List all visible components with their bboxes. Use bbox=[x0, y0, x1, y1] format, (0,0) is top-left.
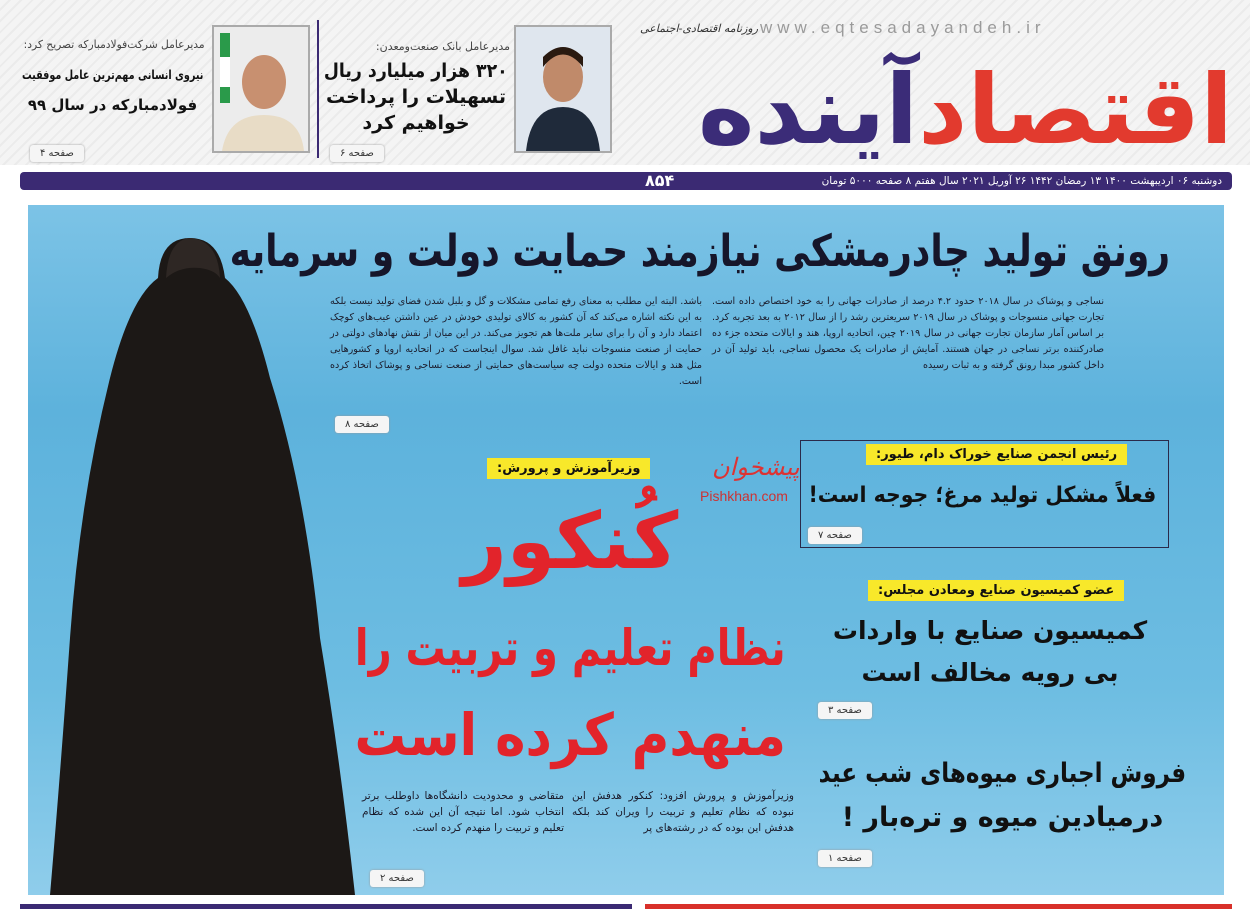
chador-woman-image bbox=[40, 238, 360, 895]
logo-part-1: اقتصاد bbox=[918, 54, 1233, 165]
teaser-1-headline[interactable] bbox=[322, 58, 510, 136]
konkur-page[interactable]: صفحه ۲ bbox=[370, 870, 424, 887]
story-2-page[interactable]: صفحه ۳ bbox=[818, 702, 872, 719]
konkur-headline[interactable] bbox=[350, 492, 790, 780]
lead-column-left: باشد. البته این مطلب به معنای رفع تمامی مشکلات و گل و بلبل شدن فضای تولید نیست بلکه به این نکته اشاره می‌کند که آن کشور به کالای تولیدی خودش در عین داشتن عیب‌های کوچک اعتماد دارد و آن را برای سایر ملت‌ها هم تجویز می‌کند. در این میان از نقش نهادهای دولتی در حمایت از صنعت منسوجات نباید غافل شد. سوال اینجاست که در اتحادیه اروپا و کشورهایی مثل هند و ایالات متحده دولت چه سیاست‌های حمایتی از صنعت نساجی و پوشاک اتخاذ کرده است. bbox=[330, 296, 702, 387]
watermark-fa: پیشخوان bbox=[712, 453, 800, 481]
line: فروش اجباری میوه‌های شب عید bbox=[818, 758, 1187, 789]
teaser-2-page[interactable]: صفحه ۴ bbox=[30, 145, 84, 162]
website-url[interactable]: www.eqtesadayandeh.ir bbox=[760, 18, 1046, 37]
divider bbox=[317, 20, 319, 158]
footer-rule bbox=[20, 904, 632, 909]
teaser-2-kicker: مدیرعامل شرکت‌فولادمبارکه تصریح کرد: bbox=[23, 38, 205, 51]
line: منهدم کرده است bbox=[354, 701, 786, 769]
konkur-column-right: وزیرآموزش و پرورش افزود: کنکور هدفش این نبوده که نظام تعلیم و تربیت را ویران کند بلکه هدفش این بوده که در رشته‌های پر bbox=[572, 790, 794, 834]
teaser-photo-steel-ceo bbox=[212, 25, 310, 153]
line: ۳۲۰ هزار میلیارد ریال bbox=[324, 60, 508, 82]
story-3-headline[interactable] bbox=[815, 752, 1190, 840]
line: خواهیم کرد bbox=[362, 112, 470, 134]
line: نیروی انسانی مهم‌ترین عامل موفقیت bbox=[21, 67, 204, 82]
lead-column-right: نساجی و پوشاک در سال ۲۰۱۸ حدود ۴.۲ درصد از صادرات جهانی را به خود اختصاص داده است. تجارت جهانی منسوجات و پوشاک در سال ۲۰۱۹ سریعترین رشد را از سال ۲۰۱۲ به بعد تجربه کرد. بر اساس آمار سازمان تجارت جهانی در سال ۲۰۱۹ چین، اتحادیه اروپا، هند و ایالات متحده جزء ده صادرکننده برتر نساجی در جهان هستند. آمایش از صادرات یک محصول نساجی، باید تولید آن در داخل کشور مبدا رونق گرفته و به ثبات رسیده bbox=[712, 296, 1104, 371]
line: نظام تعلیم و تربیت را bbox=[354, 619, 786, 677]
lead-headline[interactable]: رونق تولید چادرمشکی نیازمند حمایت دولت و سرمایه bbox=[229, 226, 1170, 277]
dateline-text: دوشنبه ۰۶ اردیبهشت ۱۴۰۰ ۱۳ رمضان ۱۴۴۲ ۲۶ آوریل ۲۰۲۱ سال هفتم ۸ صفحه ۵۰۰۰ تومان bbox=[821, 175, 1222, 187]
story-1-kicker: رئیس انجمن صنایع خوراک دام، طیور: bbox=[866, 444, 1127, 465]
story-2-kicker: عضو کمیسیون صنایع ومعادن مجلس: bbox=[868, 580, 1124, 601]
story-2-headline[interactable] bbox=[820, 610, 1160, 694]
story-1-headline[interactable]: فعلاً مشکل تولید مرغ؛ جوجه است! bbox=[808, 483, 1157, 508]
story-1-page[interactable]: صفحه ۷ bbox=[808, 527, 862, 544]
watermark-en: Pishkhan.com bbox=[700, 488, 788, 504]
teaser-1-kicker: مدیرعامل بانک صنعت‌ومعدن: bbox=[375, 40, 510, 53]
line: فولادمبارکه در سال ۹۹ bbox=[27, 96, 198, 114]
konkur-column-left: متقاضی و محدودیت دانشگاه‌ها داوطلب برتر انتخاب شود. اما نتیجه آن این شده که نظام تعلیم و تربیت را منهدم کرده است. bbox=[362, 790, 564, 834]
teaser-photo-bank-ceo bbox=[514, 25, 612, 153]
line: بی رویه مخالف است bbox=[861, 658, 1119, 687]
issue-number: ۸۵۴ bbox=[645, 171, 675, 190]
newspaper-tagline: روزنامه اقتصادی-اجتماعی bbox=[640, 22, 759, 35]
newspaper-logo bbox=[628, 40, 1233, 165]
story-3-page[interactable]: صفحه ۱ bbox=[818, 850, 872, 867]
footer-rule bbox=[645, 904, 1232, 909]
konkur-kicker: وزیرآموزش و پرورش: bbox=[487, 458, 650, 479]
teaser-2-headline[interactable] bbox=[20, 60, 205, 120]
line: کُنکور bbox=[461, 497, 679, 587]
logo-part-2: آینده bbox=[697, 54, 919, 165]
line: کمیسیون صنایع با واردات bbox=[832, 616, 1148, 645]
line: درمیادین میوه و تره‌بار ! bbox=[841, 802, 1164, 833]
teaser-1-page[interactable]: صفحه ۶ bbox=[330, 145, 384, 162]
lead-page[interactable]: صفحه ۸ bbox=[335, 416, 389, 433]
line: تسهیلات را پرداخت bbox=[326, 86, 506, 108]
